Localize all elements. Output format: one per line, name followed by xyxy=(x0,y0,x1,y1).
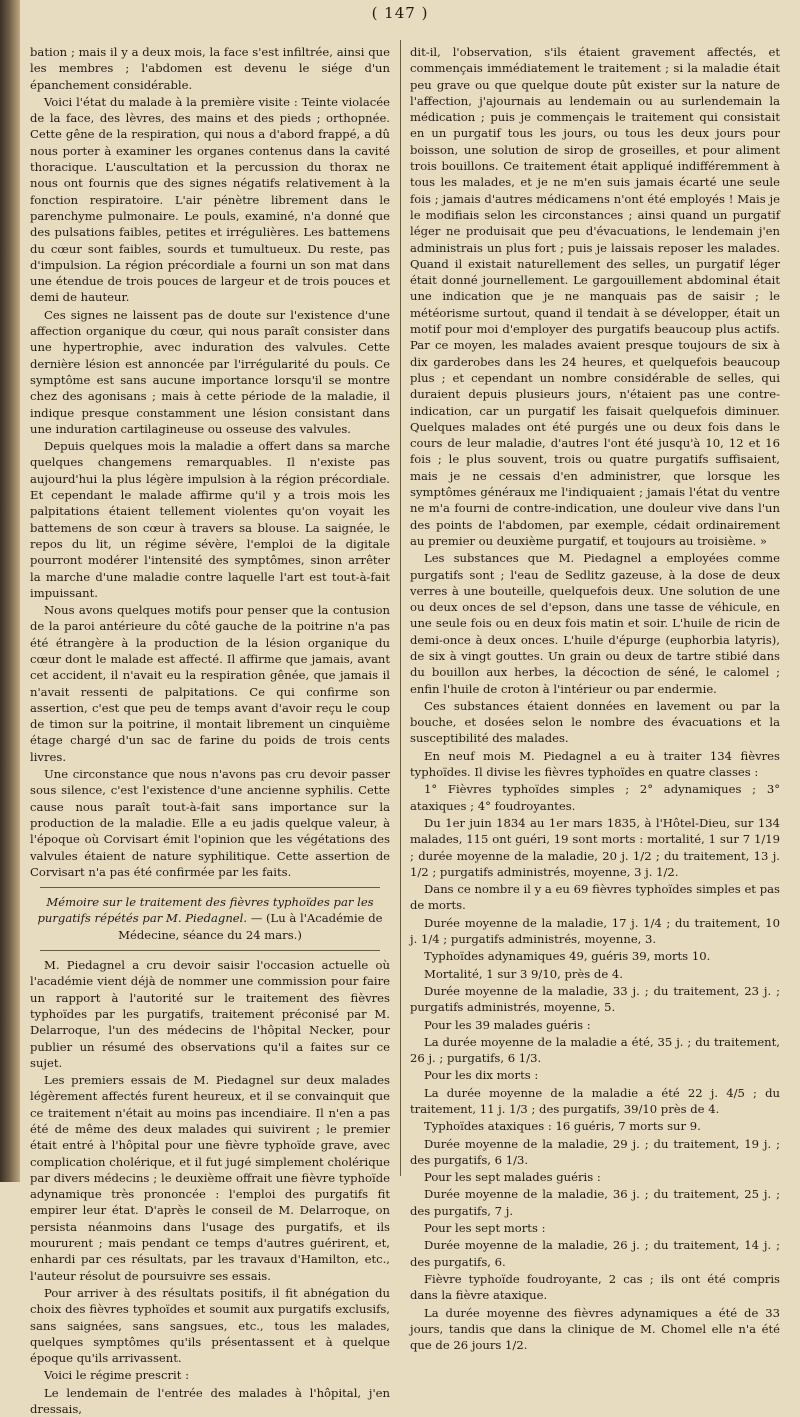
paragraph: La durée moyenne de la maladie a été, 35 j. ; du traitement, 26 j. ; purgatifs, 6 1/3. xyxy=(410,1034,780,1066)
article-title-italic: Mémoire sur le traitement des fièvres typhoïdes par les purgatifs répétés par M. Piedagnel. xyxy=(37,895,374,926)
paragraph: Durée moyenne de la maladie, 33 j. ; du traitement, 23 j. ; purgatifs administrés, moyenne, 5. xyxy=(410,983,780,1015)
right-column xyxy=(410,44,780,1353)
paragraph: Le lendemain de l'entrée des malades à l'hôpital, j'en dressais, xyxy=(30,1385,390,1417)
paragraph: Pour les sept malades guéris : xyxy=(424,1170,601,1185)
paragraph: Du 1er juin 1834 au 1er mars 1835, à l'Hôtel-Dieu, sur 134 malades, 115 ont guéri, 19 sont morts : mortalité, 1 sur 7 1/19 ; durée moyenne de la maladie, 20 j. 1/2 ; du traitement, 13 j. 1/2 ; purgatifs administrés, moyenne, 3 j. 1/2. xyxy=(410,815,780,879)
paragraph: Voici le régime prescrit : xyxy=(44,1368,189,1383)
paragraph: Durée moyenne de la maladie, 29 j. ; du traitement, 19 j. ; des purgatifs, 6 1/3. xyxy=(410,1136,780,1167)
paragraph: Ces substances étaient données en lavement ou par la bouche, et dosées selon le nombre des évacuations et la susceptibilité des malades. xyxy=(410,698,780,746)
paragraph: dit-il, l'observation, s'ils étaient gravement affectés, et commençais immédiatement le traitement ; si la maladie était peu grave ou que quelque doute pût exister sur la nature de l'affection, j'ajournais au lendemain ou au surlendemain la médication ; puis je commençais le traitement qui consistait en un purgatif tous les jours, ou tous les deux jours pour boisson, une solution de sirop de groseilles, et pour aliment trois bouillons. Ce traitement était appliqué indifféremment à tous les malades, et je ne m'en suis jamais écarté une seule fois ; jamais d'autres médicamens n'ont été employés ! Mais je le modifiais selon les circonstances ; ainsi quand un purgatif léger ne produisait que peu d'évacuations, le lendemain j'en administrais un plus fort ; puis je laissais reposer les malades. Quand il existait naturellement des selles, un purgatif léger était donné journellement. Le gargouillement abdominal était une indication que je ne manquais pas de saisir ; le météorisme surtout, quand il tendait à se développer, était un motif pour moi d'employer des purgatifs beaucoup plus actifs. Par ce moyen, les malades avaient presque toujours de six à dix garderobes dans les 24 heures, et quelquefois beaucoup plus ; et cependant un nombre considérable de selles, qui duraient depuis plusieurs jours, n'étaient pas une contre-indication, car un purgatif les faisait quelquefois diminuer. Quelques malades ont été purgés une ou deux fois dans le cours de leur maladie, d'autres l'ont été jusqu'à 10, 12 et 16 fois ; le plus souvent, trois ou quatre purgatifs suffisaient, mais je ne cessais d'en administrer, que lorsque les symptômes généraux me l'indiquaient ; jamais l'état du ventre ne m'a fourni de contre-indication, une douleur vive dans l'un des points de l'abdomen, par exemple, cédait ordinairement au premier ou deuxième purgatif, et toujours au troisième. » xyxy=(410,45,780,548)
section-separator xyxy=(40,887,380,888)
paragraph: Pour arriver à des résultats positifs, il fit abnégation du choix des fièvres typhoïdes et soumit aux purgatifs exclusifs, sans saignées, sans sangsues, etc., tous les malades, quelques symptômes qu'ils présentassent et à quelque époque qu'ils arrivassent. xyxy=(30,1285,390,1366)
paragraph: La durée moyenne de la maladie a été 22 j. 4/5 ; du traitement, 11 j. 1/3 ; des purgatifs, 39/10 près de 4. xyxy=(410,1085,780,1116)
paragraph: Nous avons quelques motifs pour penser que la contusion de la paroi antérieure du côté gauche de la poitrine n'a pas été étrangère à la production de la lésion organique du cœur dont le malade est affecté. Il affirme que jamais, avant cet accident, il n'avait eu la respiration gênée, que jamais il n'avait ressenti de palpitations. Ce qui confirme son assertion, c'est que peu de temps avant d'avoir reçu le coup de timon sur la poitrine, il montait librement un cinquième étage chargé d'un sac de farine du poids de trois cents livres. xyxy=(30,603,390,764)
section-separator xyxy=(40,950,380,951)
paragraph: M. Piedagnel a cru devoir saisir l'occasion actuelle où l'académie vient déjà de nommer une commission pour faire un rapport à l'autorité sur le traitement des fièvres typhoïdes par les purgatifs, traitement préconisé par M. Delarroque, l'un des médecins de l'hôpital Necker, pour publier un résumé des observations qu'il a faites sur ce sujet. xyxy=(30,958,390,1070)
paragraph: Mortalité, 1 sur 3 9/10, près de 4. xyxy=(424,966,623,981)
paragraph: Pour les 39 malades guéris : xyxy=(424,1017,591,1032)
paragraph: Pour les sept morts : xyxy=(424,1221,546,1236)
paragraph: En neuf mois M. Piedagnel a eu à traiter 134 fièvres typhoïdes. Il divise les fièvres typhoïdes en quatre classes : xyxy=(410,748,780,780)
paragraph: Pour les dix morts : xyxy=(424,1068,539,1083)
book-binding xyxy=(0,0,20,1182)
paragraph: Typhoïdes ataxiques : 16 guéris, 7 morts sur 9. xyxy=(424,1119,701,1134)
page-number: ( 147 ) xyxy=(371,4,429,22)
paragraph: Durée moyenne de la maladie, 17 j. 1/4 ; du traitement, 10 j. 1/4 ; purgatifs administrés, moyenne, 3. xyxy=(410,915,780,947)
left-column xyxy=(30,44,390,1417)
paragraph: Durée moyenne de la maladie, 36 j. ; du traitement, 25 j. ; des purgatifs, 7 j. xyxy=(410,1187,780,1218)
paragraph: Typhoïdes adynamiques 49, guéris 39, morts 10. xyxy=(424,949,711,964)
paragraph: Dans ce nombre il y a eu 69 fièvres typhoïdes simples et pas de morts. xyxy=(410,882,780,913)
paragraph: La durée moyenne des fièvres adynamiques a été de 33 jours, tandis que dans la clinique de M. Chomel elle n'a été que de 26 jours 1/2. xyxy=(410,1305,780,1353)
paragraph: Les premiers essais de M. Piedagnel sur deux malades légèrement affectés furent heureux, et il se convainquit que ce traitement n'était au moins pas incendiaire. Il n'en a pas été de même des deux malades qui suivirent ; le premier était entré à l'hôpital pour une fièvre typhoïde grave, avec complication cholérique, et il fut jugé simplement cholérique par divers médecins ; le deuxième offrait une fièvre typhoïde adynamique très prononcée : l'emploi des purgatifs fit empirer leur état. D'après le conseil de M. Delarroque, on persista néanmoins dans l'usage des purgatifs, et ils moururent ; mais pendant ce temps d'autres guérirent, et, enhardi par ces résultats, par les travaux d'Hamilton, etc., l'auteur résolut de poursuivre ses essais. xyxy=(30,1073,390,1283)
paragraph: Les substances que M. Piedagnel a employées comme purgatifs sont ; l'eau de Sedlitz gazeuse, à la dose de deux verres à une bouteille, quelquefois deux. Une solution de une ou deux onces de sel d'epson, dans une tasse de véhicule, en une seule fois ou en deux fois matin et soir. L'huile de ricin de demi-once à deux onces. L'huile d'épurge (euphorbia latyris), de six à vingt gouttes. Un grain ou deux de tartre stibié dans du bouillon aux herbes, la décoction de séné, le calomel ; enfin l'huile de croton à l'intérieur ou par endermie. xyxy=(410,551,780,696)
paragraph: Voici l'état du malade à la première visite : Teinte violacée de la face, des lèvres, des mains et des pieds ; orthopnée. Cette gêne de la respiration, qui nous a d'abord frappé, a dû nous porter à examiner les organes contenus dans la cavité thoracique. L'auscultation et la percussion du thorax ne nous ont fournis que des signes négatifs relativement à la fonction respiratoire. L'air pénètre librement dans le parenchyme pulmonaire. Le pouls, examiné, n'a donné que des pulsations faibles, petites et irrégulières. Les battemens du cœur sont faibles, sourds et tumultueux. Du reste, pas d'impulsion. La région précordiale a fourni un son mat dans une étendue de trois pouces de largeur et de trois pouces et demi de hauteur. xyxy=(30,94,390,305)
paragraph: Une circonstance que nous n'avons pas cru devoir passer sous silence, c'est l'existence d'une ancienne syphilis. Cette cause nous paraît tout-à-fait sans importance sur la production de la maladie. Elle a eu jadis quelque valeur, à l'époque où Corvisart émit l'opinion que les végétations des valvules étaient de nature syphilitique. Cette assertion de Corvisart n'a pas été confirmée par les faits. xyxy=(30,767,390,879)
paragraph: 1° Fièvres typhoïdes simples ; 2° adynamiques ; 3° ataxiques ; 4° foudroyantes. xyxy=(410,782,780,813)
article-title xyxy=(30,894,390,943)
paragraph: bation ; mais il y a deux mois, la face s'est infiltrée, ainsi que les membres ; l'abdomen est devenu le siége d'un épanchement considérable. xyxy=(30,45,390,92)
article-title-note: — (Lu à l'Académie de Médecine, séance du 24 mars.) xyxy=(118,911,383,942)
paragraph: Depuis quelques mois la maladie a offert dans sa marche quelques changemens remarquables. Il n'existe pas aujourd'hui la plus légère impulsion à la région précordiale. Et cependant le malade affirme qu'il y a trois mois les palpitations étaient tellement violentes qu'on voyait les battemens de son cœur à travers sa blouse. La saignée, le repos du lit, un régime sévère, l'emploi de la digitale pourront modérer l'intensité des symptômes, sinon arrêter la marche d'une maladie contre laquelle l'art est tout-à-fait impuissant. xyxy=(30,439,390,600)
paragraph: Ces signes ne laissent pas de doute sur l'existence d'une affection organique du cœur, qui nous paraît consister dans une hypertrophie, avec induration des valvules. Cette dernière lésion est annoncée par l'irrégularité du pouls. Ce symptôme est sans aucune importance lorsqu'il se montre chez des agonisans ; mais à cette période de la maladie, il indique presque constamment une lésion consistant dans une induration cartilagineuse ou osseuse des valvules. xyxy=(30,307,390,436)
paragraph: Fièvre typhoïde foudroyante, 2 cas ; ils ont été compris dans la fièvre ataxique. xyxy=(410,1271,780,1303)
paragraph: Durée moyenne de la maladie, 26 j. ; du traitement, 14 j. ; des purgatifs, 6. xyxy=(410,1238,780,1269)
column-divider xyxy=(400,40,401,1176)
